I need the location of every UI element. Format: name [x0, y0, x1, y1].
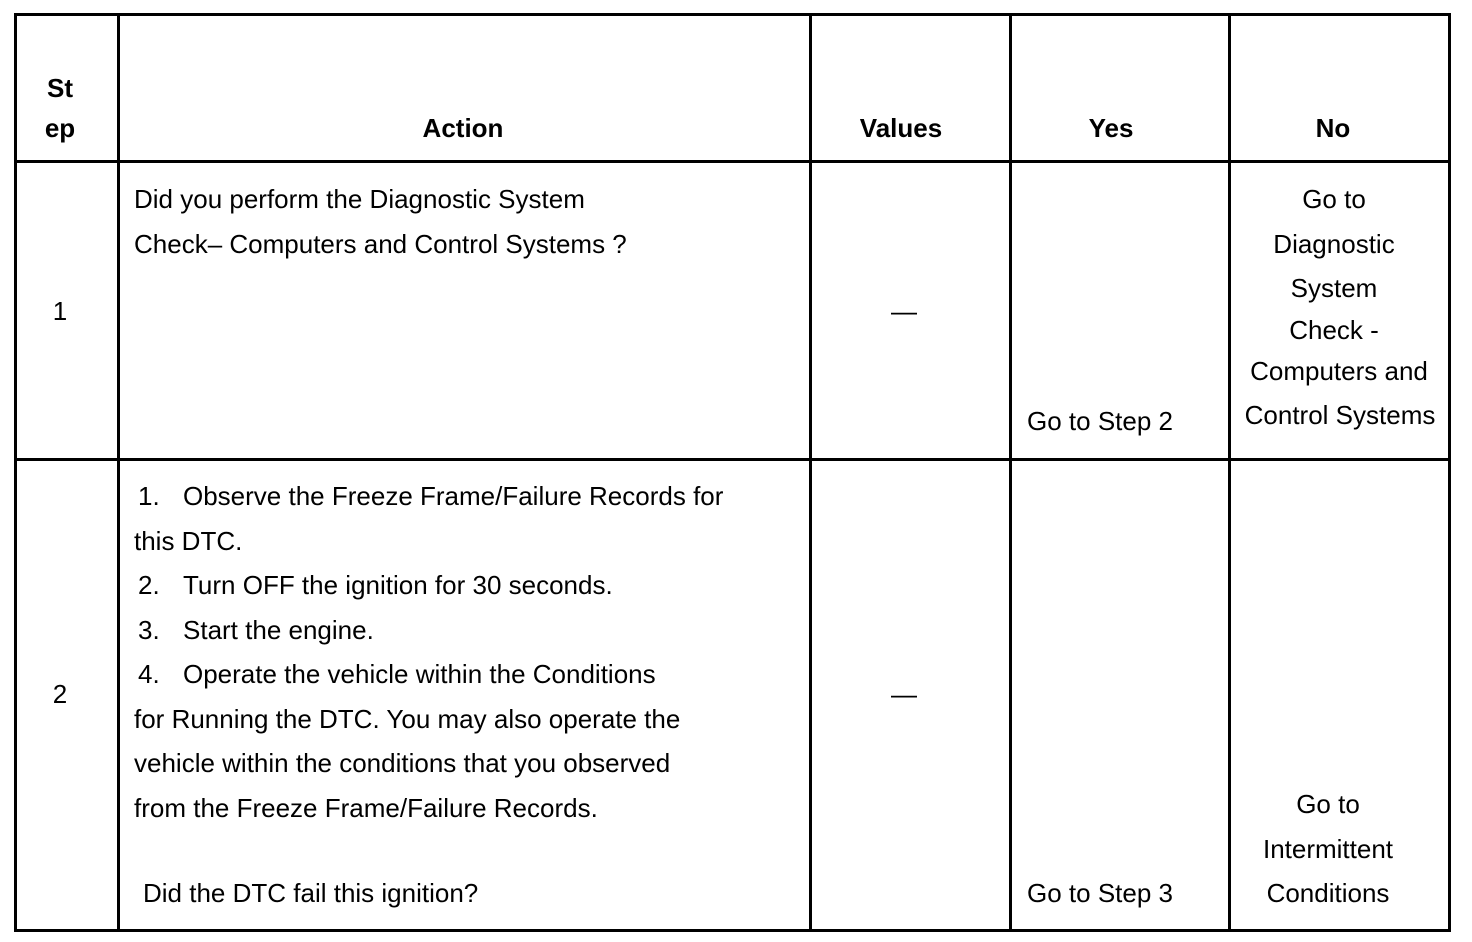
action-item: [134, 697, 723, 742]
header-action: Action: [422, 113, 504, 143]
item-text: Observe the Freeze Frame/Failure Records for: [183, 481, 724, 511]
no-line: Check -: [1289, 314, 1379, 345]
no-line: Go to: [1296, 789, 1360, 819]
header-no: No: [1315, 113, 1351, 143]
item-text: from the Freeze Frame/Failure Records.: [134, 792, 598, 823]
row-2-value: —: [891, 679, 917, 709]
column-divider: [1009, 16, 1012, 929]
row-1-step: 1: [52, 296, 68, 326]
no-line: Go to: [1302, 184, 1366, 214]
header-yes: Yes: [1088, 113, 1134, 143]
row-2-no: [1223, 782, 1433, 916]
action-item: [134, 519, 723, 564]
action-item: [134, 652, 723, 697]
header-step-line: St: [47, 73, 73, 103]
no-line: Diagnostic: [1273, 228, 1395, 259]
item-text: vehicle within the conditions that you observed: [134, 748, 671, 778]
item-number: 1.: [138, 481, 160, 511]
item-text: Turn OFF the ignition for 30 seconds.: [183, 570, 613, 600]
item-text: Operate the vehicle within the Conditions: [183, 659, 656, 689]
no-line: System: [1290, 273, 1378, 303]
item-text: this DTC.: [134, 525, 243, 556]
row-1-value: —: [891, 296, 917, 326]
action-item: [134, 563, 723, 608]
no-line: Intermittent: [1262, 833, 1394, 864]
item-number: 3.: [138, 614, 160, 645]
no-line: Computers and: [1250, 355, 1428, 386]
no-line: Conditions: [1266, 878, 1390, 908]
item-text: Start the engine.: [183, 614, 374, 645]
action-item: [134, 741, 723, 786]
action-item: [134, 608, 723, 653]
action-line: Check– Computers and Control Systems ?: [134, 228, 627, 259]
action-item: [134, 474, 723, 519]
item-number: 2.: [138, 570, 160, 600]
column-divider: [809, 16, 812, 929]
item-text: for Running the DTC. You may also operate the: [134, 703, 681, 734]
item-number: 4.: [138, 659, 160, 689]
row-2-yes: Go to Step 3: [1027, 878, 1173, 908]
row-2-question: Did the DTC fail this ignition?: [143, 878, 479, 908]
header-step: [17, 68, 103, 148]
action-line: Did you perform the Diagnostic System: [134, 184, 585, 214]
row-1-action: [134, 177, 627, 266]
header-values: Values: [859, 113, 943, 143]
row-2-step: 2: [52, 679, 68, 709]
row-1-no: [1229, 177, 1439, 438]
row-divider: [17, 458, 1448, 461]
action-item: [134, 786, 723, 831]
header-step-line: ep: [44, 113, 76, 143]
row-1-yes: Go to Step 2: [1027, 406, 1173, 436]
column-divider: [117, 16, 120, 929]
no-line: Control Systems: [1244, 400, 1436, 430]
row-2-action: [134, 474, 723, 830]
row-divider: [17, 160, 1448, 163]
